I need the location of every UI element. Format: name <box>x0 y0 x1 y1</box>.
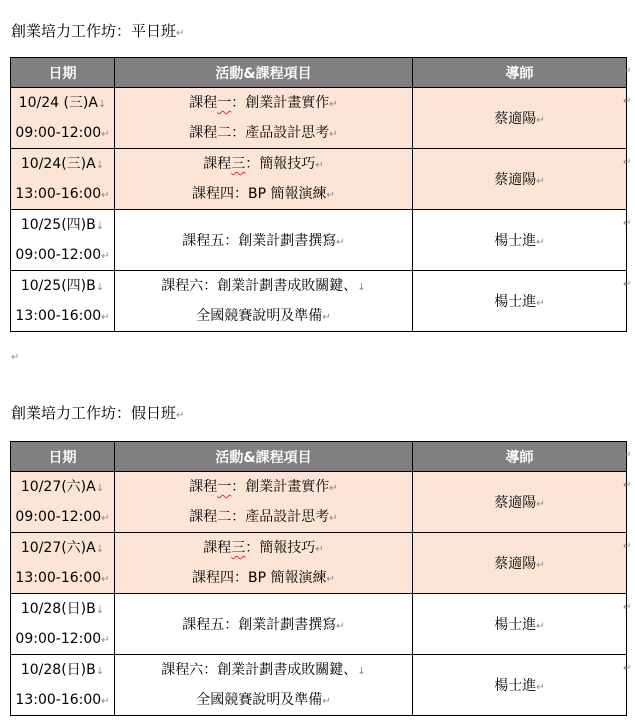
course-text: 課程三：簡報技巧 <box>203 156 316 172</box>
paragraph-mark: ↵ <box>176 410 185 421</box>
header-activity: 活動&課程項目 <box>115 58 413 88</box>
course-cell <box>115 271 413 332</box>
course-text: 課程五：創業計劃書撰寫 <box>182 233 337 249</box>
cell-end-mark: ↵ <box>329 129 338 140</box>
instructor-name: 蔡適陽 <box>494 556 537 572</box>
instructor-name: 蔡適陽 <box>494 495 537 511</box>
header-date: 日期 <box>11 58 115 88</box>
time-line: 13:00-16:00 <box>15 308 102 324</box>
line-break-mark: ↓ <box>95 483 105 494</box>
cell-end-mark: ↵ <box>101 574 110 585</box>
cell-end-mark: ↵ <box>536 237 545 248</box>
header-instructor: 導師 <box>413 442 627 472</box>
paragraph-mark: ↵ <box>315 544 324 555</box>
row-end-mark: ↵ <box>623 218 632 229</box>
course-cell <box>115 149 413 210</box>
line-break-mark: ↓ <box>95 544 105 555</box>
time-line: 09:00-12:00 <box>15 247 102 263</box>
line-break-mark: ↓ <box>95 221 105 232</box>
cell-end-mark: ↵ <box>536 115 545 126</box>
row-end-mark: ↵ <box>623 450 632 461</box>
instructor-cell <box>413 149 627 210</box>
course-cell <box>115 472 413 533</box>
course-cell <box>115 210 413 271</box>
row-end-mark: ↵ <box>623 602 632 613</box>
section-title-text: 創業培力工作坊：平日班 <box>11 22 177 40</box>
header-instructor: 導師 <box>413 58 627 88</box>
time-line: 13:00-16:00 <box>15 570 102 586</box>
row-end-mark: ↵ <box>623 66 632 77</box>
cell-end-mark: ↵ <box>101 513 110 524</box>
date-cell <box>11 472 115 533</box>
cell-end-mark: ↵ <box>101 251 110 262</box>
spell-check-squiggle: 一 <box>217 95 232 111</box>
section-title-weekday <box>11 21 184 44</box>
instructor-cell <box>413 271 627 332</box>
row-end-mark: ↵ <box>623 663 632 674</box>
cell-end-mark: ↵ <box>101 635 110 646</box>
table-header-row <box>11 58 627 88</box>
cell-end-mark: ↵ <box>536 560 545 571</box>
date-cell <box>11 149 115 210</box>
time-line: 13:00-16:00 <box>15 186 102 202</box>
cell-end-mark: ↵ <box>101 312 110 323</box>
course-text: 課程四：BP 簡報演練 <box>192 570 327 586</box>
time-line: 09:00-12:00 <box>15 509 102 525</box>
table-row <box>11 533 627 594</box>
spell-check-squiggle: 三 <box>231 540 246 556</box>
course-cell <box>115 88 413 149</box>
date-cell <box>11 88 115 149</box>
cell-end-mark: ↵ <box>322 312 331 323</box>
date-cell <box>11 210 115 271</box>
time-line: 09:00-12:00 <box>15 125 102 141</box>
row-end-mark: ↵ <box>623 480 632 491</box>
line-break-mark: ↓ <box>95 666 105 677</box>
cell-end-mark: ↵ <box>536 298 545 309</box>
cell-end-mark: ↵ <box>326 190 335 201</box>
course-text: 全國競賽說明及準備 <box>196 692 323 708</box>
cell-end-mark: ↵ <box>322 696 331 707</box>
table-row <box>11 594 627 655</box>
date-line: 10/24 (三)A <box>18 95 98 111</box>
line-break-mark: ↓ <box>95 160 105 171</box>
course-text: 課程五：創業計劃書撰寫 <box>182 617 337 633</box>
course-text: 課程一：創業計畫實作 <box>189 479 330 495</box>
instructor-cell <box>413 533 627 594</box>
date-line: 10/28(日)B <box>20 662 96 678</box>
course-cell <box>115 533 413 594</box>
paragraph-mark: ↵ <box>329 99 338 110</box>
course-text: 課程二：產品設計思考 <box>189 125 330 141</box>
instructor-cell <box>413 88 627 149</box>
cell-end-mark: ↵ <box>101 190 110 201</box>
paragraph-mark: ↵ <box>329 483 338 494</box>
date-line: 10/24(三)A <box>20 156 96 172</box>
row-end-mark: ↵ <box>623 541 632 552</box>
course-text: 全國競賽說明及準備 <box>196 308 323 324</box>
cell-end-mark: ↵ <box>326 574 335 585</box>
instructor-cell <box>413 210 627 271</box>
course-cell <box>115 655 413 716</box>
paragraph-mark: ↵ <box>11 352 20 363</box>
table-header-row <box>11 442 627 472</box>
cell-end-mark: ↵ <box>536 499 545 510</box>
schedule-table-weekend <box>10 441 627 716</box>
date-line: 10/25(四)B <box>20 217 96 233</box>
instructor-name: 蔡適陽 <box>494 111 537 127</box>
row-end-mark: ↵ <box>623 96 632 107</box>
instructor-name: 楊士進 <box>494 617 537 633</box>
instructor-name: 蔡適陽 <box>494 172 537 188</box>
paragraph-mark: ↵ <box>315 160 324 171</box>
cell-end-mark: ↵ <box>101 696 110 707</box>
course-text: 課程六：創業計劃書成敗關鍵、 <box>161 662 358 678</box>
cell-end-mark: ↵ <box>336 237 345 248</box>
date-cell <box>11 655 115 716</box>
table-row <box>11 88 627 149</box>
line-break-mark: ↓ <box>357 666 366 677</box>
date-cell <box>11 271 115 332</box>
time-line: 13:00-16:00 <box>15 692 102 708</box>
cell-end-mark: ↵ <box>336 621 345 632</box>
section-title-weekend <box>11 403 184 426</box>
date-line: 10/27(六)A <box>20 479 96 495</box>
course-text: 課程一：創業計畫實作 <box>189 95 330 111</box>
cell-end-mark: ↵ <box>536 682 545 693</box>
section-title-text: 創業培力工作坊：假日班 <box>11 404 177 422</box>
time-line: 09:00-12:00 <box>15 631 102 647</box>
date-line: 10/27(六)A <box>20 540 96 556</box>
cell-end-mark: ↵ <box>536 621 545 632</box>
header-date: 日期 <box>11 442 115 472</box>
instructor-name: 楊士進 <box>494 233 537 249</box>
table-row <box>11 472 627 533</box>
table-row <box>11 271 627 332</box>
course-text: 課程二：產品設計思考 <box>189 509 330 525</box>
spell-check-squiggle: 一 <box>217 479 232 495</box>
date-line: 10/25(四)B <box>20 278 96 294</box>
line-break-mark: ↓ <box>357 282 366 293</box>
paragraph-mark: ↵ <box>176 28 185 39</box>
instructor-cell <box>413 472 627 533</box>
table-row <box>11 210 627 271</box>
instructor-cell <box>413 655 627 716</box>
course-text: 課程四：BP 簡報演練 <box>192 186 327 202</box>
table-row <box>11 149 627 210</box>
course-cell <box>115 594 413 655</box>
cell-end-mark: ↵ <box>101 129 110 140</box>
row-end-mark: ↵ <box>623 279 632 290</box>
instructor-cell <box>413 594 627 655</box>
cell-end-mark: ↵ <box>329 513 338 524</box>
instructor-name: 楊士進 <box>494 294 537 310</box>
schedule-table-weekday <box>10 57 627 332</box>
row-end-mark: ↵ <box>623 157 632 168</box>
course-text: 課程六：創業計劃書成敗關鍵、 <box>161 278 358 294</box>
date-line: 10/28(日)B <box>20 601 96 617</box>
line-break-mark: ↓ <box>97 99 107 110</box>
table-row <box>11 655 627 716</box>
line-break-mark: ↓ <box>95 605 105 616</box>
spell-check-squiggle: 三 <box>231 156 246 172</box>
date-cell <box>11 594 115 655</box>
course-text: 課程三：簡報技巧 <box>203 540 316 556</box>
header-activity: 活動&課程項目 <box>115 442 413 472</box>
cell-end-mark: ↵ <box>536 176 545 187</box>
instructor-name: 楊士進 <box>494 678 537 694</box>
line-break-mark: ↓ <box>95 282 105 293</box>
date-cell <box>11 533 115 594</box>
